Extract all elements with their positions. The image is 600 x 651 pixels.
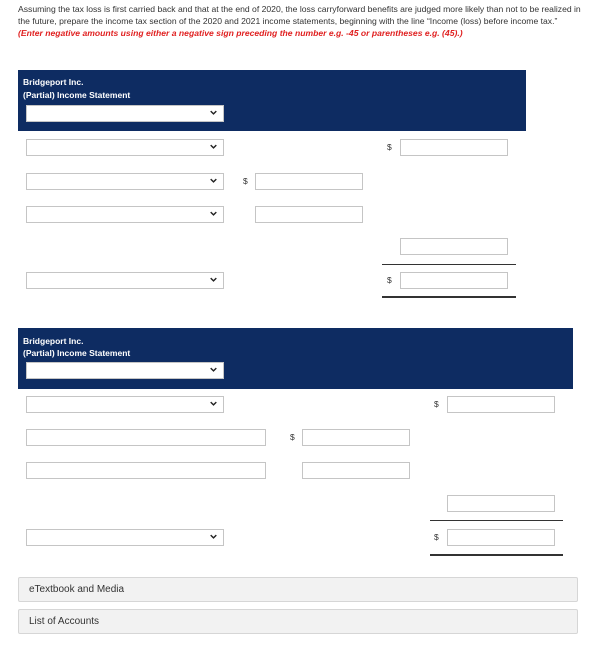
chevron-down-icon xyxy=(210,533,217,540)
chevron-down-icon xyxy=(210,366,217,373)
statement-title: (Partial) Income Statement xyxy=(23,90,131,100)
line-item-select-1[interactable] xyxy=(26,139,224,156)
dollar-sign: $ xyxy=(434,532,439,542)
instructions-text: Assuming the tax loss is first carried back and that at the end of 2020, the loss carryforward benefits are judged more likely than not to be realized in the future, prepare the income tax section of the 2020 and 2021 income statements, beginning with the line “Income (loss) before income tax.” xyxy=(18,4,581,27)
chevron-down-icon xyxy=(210,400,217,407)
chevron-down-icon xyxy=(210,177,217,184)
total-double-rule xyxy=(382,296,516,298)
company-name: Bridgeport Inc. xyxy=(23,336,84,346)
statement-period-select[interactable] xyxy=(26,105,224,122)
instructions xyxy=(18,3,584,40)
dollar-sign: $ xyxy=(243,176,248,186)
line-item-select-2[interactable] xyxy=(26,173,224,190)
amount-input-7[interactable] xyxy=(302,429,410,446)
amount-input-6[interactable] xyxy=(447,396,555,413)
chevron-down-icon xyxy=(210,109,217,116)
line-item-select-3[interactable] xyxy=(26,206,224,223)
line-item-select-4[interactable] xyxy=(26,272,224,289)
total-double-rule xyxy=(430,554,563,556)
chevron-down-icon xyxy=(210,210,217,217)
amount-input-5[interactable] xyxy=(400,272,508,289)
amount-input-9[interactable] xyxy=(447,495,555,512)
statement-2021-header xyxy=(18,328,573,389)
etextbook-media-link[interactable] xyxy=(18,577,578,602)
amount-input-8[interactable] xyxy=(302,462,410,479)
amount-input-3[interactable] xyxy=(255,206,363,223)
chevron-down-icon xyxy=(210,276,217,283)
line-item-text-2[interactable] xyxy=(26,462,266,479)
company-name: Bridgeport Inc. xyxy=(23,77,84,87)
statement-2020-header xyxy=(18,70,526,131)
statement-title: (Partial) Income Statement xyxy=(23,348,131,358)
line-item-text-1[interactable] xyxy=(26,429,266,446)
dollar-sign: $ xyxy=(387,142,392,152)
subtotal-rule xyxy=(382,264,516,265)
dollar-sign: $ xyxy=(434,399,439,409)
chevron-down-icon xyxy=(210,143,217,150)
amount-input-1[interactable] xyxy=(400,139,508,156)
list-of-accounts-link[interactable] xyxy=(18,609,578,634)
amount-input-4[interactable] xyxy=(400,238,508,255)
dollar-sign: $ xyxy=(290,432,295,442)
dollar-sign: $ xyxy=(387,275,392,285)
etextbook-media-label: eTextbook and Media xyxy=(29,584,125,595)
list-of-accounts-label: List of Accounts xyxy=(29,616,100,627)
line-item-select-6[interactable] xyxy=(26,529,224,546)
subtotal-rule xyxy=(430,520,563,521)
amount-input-10[interactable] xyxy=(447,529,555,546)
instructions-note: (Enter negative amounts using either a negative sign preceding the number e.g. -45 or parentheses e.g. (45).) xyxy=(18,28,463,39)
line-item-select-5[interactable] xyxy=(26,396,224,413)
statement-period-select[interactable] xyxy=(26,362,224,379)
amount-input-2[interactable] xyxy=(255,173,363,190)
